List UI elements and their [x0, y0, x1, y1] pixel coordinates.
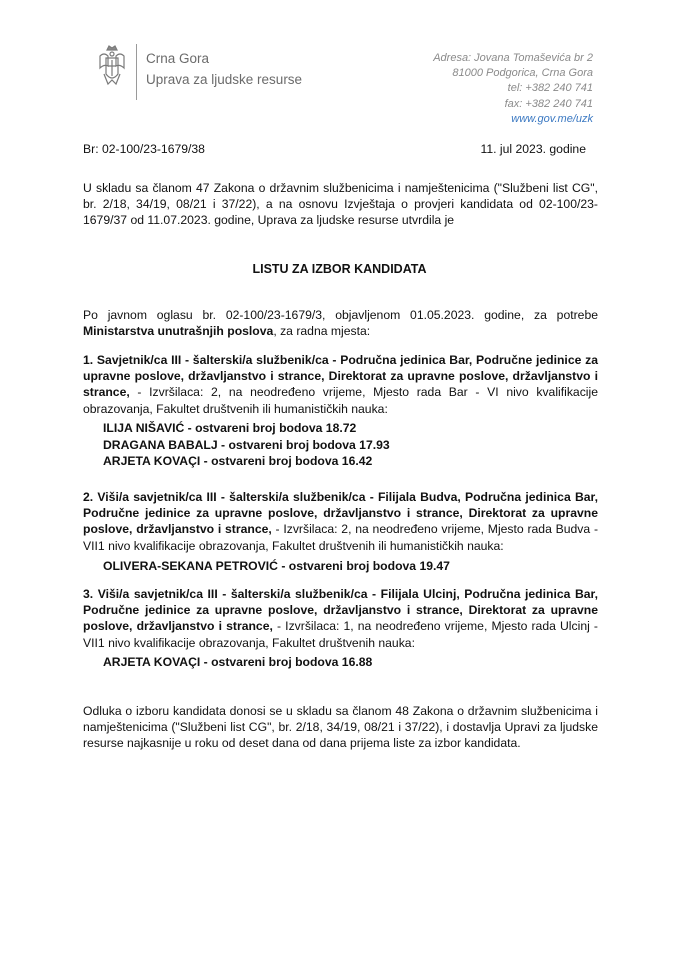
position-2-description [83, 489, 598, 554]
position-1-description [83, 352, 598, 417]
position-2-candidates [103, 558, 450, 575]
document-date: 11. jul 2023. godine [480, 142, 586, 156]
website-link[interactable]: www.gov.me/uzk [511, 112, 593, 125]
candidate-entry: ILIJA NIŠAVIĆ - ostvareni broj bodova 18.72 [103, 421, 357, 435]
position-1-candidates [103, 420, 390, 470]
candidate-entry: ARJETA KOVAÇI - ostvareni broj bodova 16.42 [103, 454, 373, 468]
candidate-entry: DRAGANA BABALJ - ostvareni broj bodova 17.93 [103, 437, 390, 452]
position-details: - Izvršilaca: 2, na neodređeno vrijeme, Mjesto rada Budva - VII1 nivo kvalifikacije obrazovanja, Fakultet društvenih ili humanističkih nauka: [83, 522, 598, 553]
candidate-entry: ARJETA KOVAÇI - ostvareni broj bodova 16.88 [103, 655, 373, 669]
announcement-suffix: , za radna mjesta: [273, 324, 371, 339]
position-details: - Izvršilaca: 1, na neodređeno vrijeme, Mjesto rada Ulcinj - VII1 nivo kvalifikacije obrazovanja, Fakultet društvenih nauka: [83, 619, 598, 650]
reference-number: Br: 02-100/23-1679/38 [83, 142, 205, 156]
closing-paragraph: Odluka o izboru kandidata donosi se u skladu sa članom 48 Zakona o državnim službenicima i namještenicima ("Službeni list CG", br. 2/18, 34/19, 08/21 i 37/22), i dostavlja Upravi za ljudske resurse najkasnije u roku od deset dana od dana prijema liste za izbor kandidata. [83, 704, 598, 751]
position-details: - Izvršilaca: 2, na neodređeno vrijeme, Mjesto rada Bar - VI nivo kvalifikacije obrazovanja, Fakultet društvenih ili humanističkih nauka: [83, 385, 598, 416]
position-title: 3. Viši/a savjetnik/ca III - šalterski/a službenik/ca - Filijala Ulcinj, Područna jedinica Bar, Područne jedinice za upravne poslove, državljanstvo i strance, Direktorat za upravne poslove, državljanstvo i strance, [83, 587, 598, 634]
org-agency: Uprava za ljudske resurse [146, 72, 303, 87]
header-divider [136, 44, 137, 100]
address-block [433, 51, 593, 127]
candidate-entry: OLIVERA-SEKANA PETROVIĆ - ostvareni broj bodova 19.47 [103, 559, 450, 573]
announcement-text: Po javnom oglasu br. 02-100/23-1679/3, objavljenom 01.05.2023. godine, za potrebe [83, 308, 598, 322]
coat-of-arms-icon [96, 44, 128, 90]
address-line: Adresa: Jovana Tomaševića br 2 [433, 52, 593, 64]
position-3-candidates [103, 654, 372, 671]
position-title: 2. Viši/a savjetnik/ca III - šalterski/a službenik/ca - Filijala Budva, Područna jedinica Bar, Područne jedinice za upravne poslove, državljanstvo i strance, Direktorat za upravne poslove, državljanstvo i strance, [83, 490, 598, 537]
org-country: Crna Gora [146, 51, 210, 66]
phone-line: tel: +382 240 741 [507, 82, 593, 95]
ministry-name: Ministarstva unutrašnjih poslova [83, 324, 274, 339]
organization-name [146, 48, 302, 90]
position-title: 1. Savjetnik/ca III - šalterski/a službenik/ca - Područna jedinica Bar, Područne jedinice za upravne poslove, državljanstvo i strance, Direktorat za upravne poslove, državljanstvo i strance, [83, 353, 598, 400]
document-title: LISTU ZA IZBOR KANDIDATA [252, 262, 427, 276]
fax-line: fax: +382 240 741 [504, 97, 593, 110]
position-3-description [83, 586, 598, 651]
address-line: 81000 Podgorica, Crna Gora [452, 67, 593, 80]
intro-paragraph: U skladu sa članom 47 Zakona o državnim službenicima i namještenicima ("Službeni list CG", br. 2/18, 34/19, 08/21 i 37/22), a na osnovu Izvještaja o provjeri kandidata od 02-100/23-1679/37 od 11.07.2023. godine, Uprava za ljudske resurse utvrdila je [83, 181, 598, 228]
announcement-paragraph [83, 307, 598, 339]
